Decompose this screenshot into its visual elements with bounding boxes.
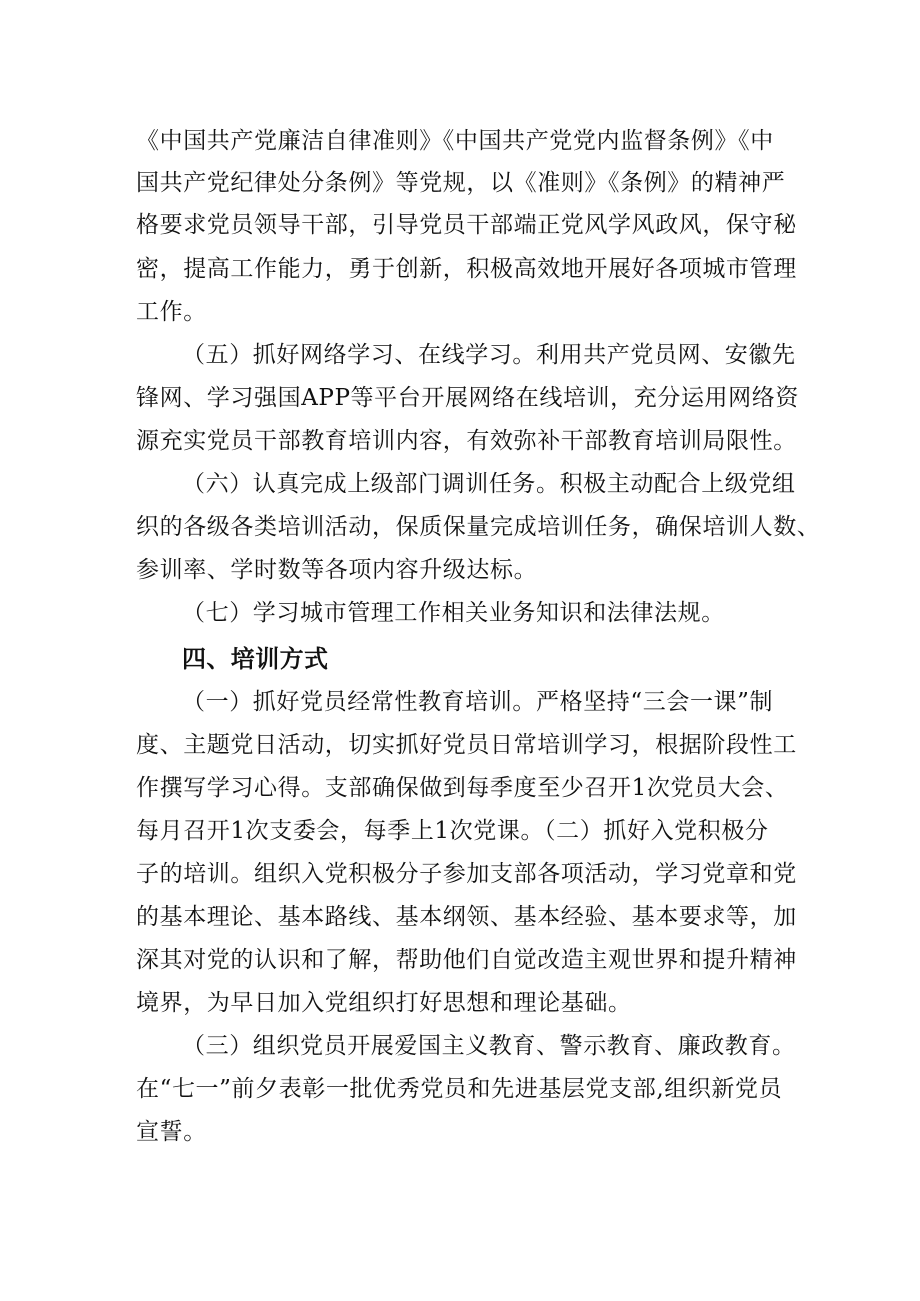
section-heading: 四、培训方式 <box>182 645 329 673</box>
text-line: 子的培训。组织入党积极分子参加支部各项活动，学习党章和党 <box>136 861 797 887</box>
text-line: 参训率、学时数等各项内容升级达标。 <box>136 557 538 583</box>
text-line: 度、主题党日活动，切实抓好党员日常培训学习，根据阶段性工 <box>136 732 797 758</box>
paragraph-one-start: （一）抓好党员经常性教育培训。严格坚持“三会一课”制 <box>182 689 774 715</box>
text-line: 境界，为早日加入党组织打好思想和理论基础。 <box>136 990 632 1016</box>
text-line: 织的各级各类培训活动，保质保量完成培训任务，确保培训人数、 <box>136 514 821 540</box>
text-line: 每月召开1次支委会，每季上1次党课。（二）抓好入党积极分 <box>136 818 769 844</box>
paragraph-five-start: （五）抓好网络学习、在线学习。利用共产党员网、安徽先 <box>182 342 796 368</box>
text-line: 锋网、学习强国APP等平台开展网络在线培训，充分运用网络资 <box>136 385 799 411</box>
text-line: 宣誓。 <box>136 1119 207 1145</box>
text-line: 深其对党的认识和了解，帮助他们自觉改造主观世界和提升精神 <box>136 947 797 973</box>
text-line: 《中国共产党廉洁自律准则》《中国共产党党内监督条例》《中 <box>136 128 774 154</box>
text-line: 在“七一”前夕表彰一批优秀党员和先进基层党支部,组织新党员 <box>136 1076 783 1102</box>
text-line: 国共产党纪律处分条例》等党规，以《准则》《条例》的精神严 <box>136 170 786 196</box>
paragraph-six-start: （六）认真完成上级部门调训任务。积极主动配合上级党组 <box>182 471 796 497</box>
text-line: 作撰写学习心得。支部确保做到每季度至少召开1次党员大会、 <box>136 775 789 801</box>
text-line: 工作。 <box>136 299 207 325</box>
text-line: 的基本理论、基本路线、基本纲领、基本经验、基本要求等，加 <box>136 904 797 930</box>
text-line: 密，提高工作能力，勇于创新，积极高效地开展好各项城市管理 <box>136 256 797 282</box>
text-line: 源充实党员干部教育培训内容，有效弥补干部教育培训局限性。 <box>136 428 797 454</box>
paragraph-three-start: （三）组织党员开展爱国主义教育、警示教育、廉政教育。 <box>182 1033 796 1059</box>
text-line: 格要求党员领导干部，引导党员干部端正党风学风政风，保守秘 <box>136 212 797 238</box>
paragraph-seven: （七）学习城市管理工作相关业务知识和法律法规。 <box>182 600 725 626</box>
